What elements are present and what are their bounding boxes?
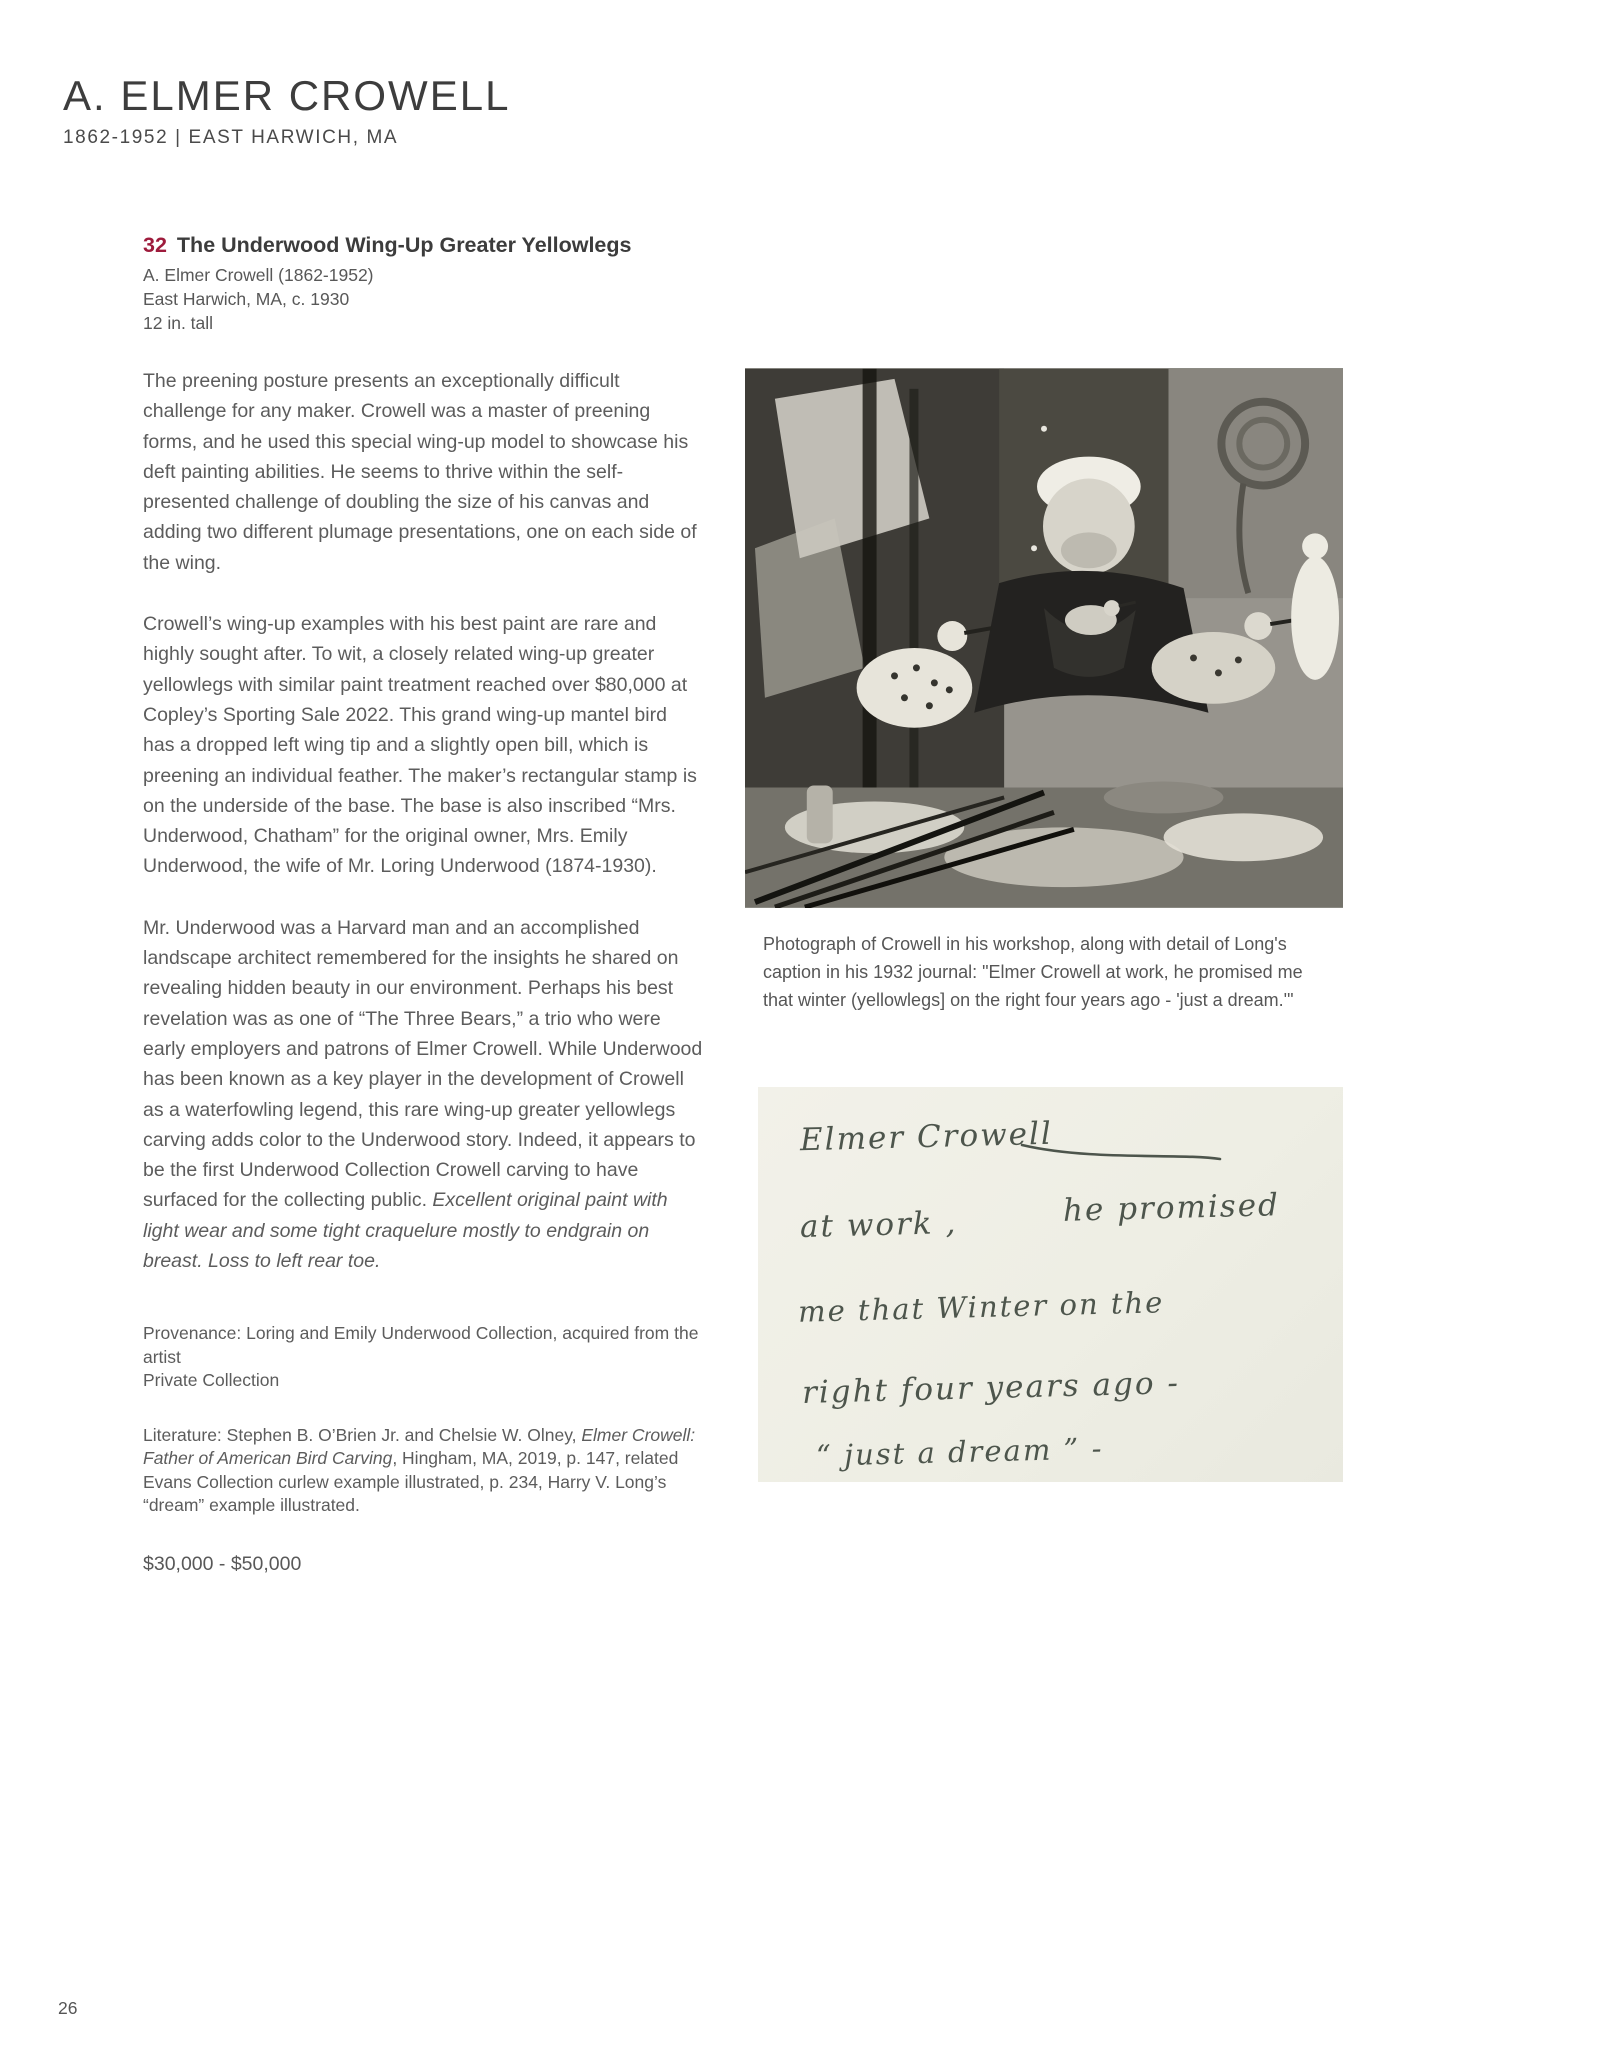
lot-number: 32 <box>143 233 167 257</box>
lot-heading <box>143 233 631 258</box>
lot-description <box>143 366 703 1610</box>
page-number: 26 <box>58 1998 78 2018</box>
paragraph-3-text: Mr. Underwood was a Harvard man and an accomplished landscape architect remembered for the insights he shared on revealing hidden beauty in our environment. Perhaps his best revelation was as one of “The Three Bears,” a trio who were early employers and patrons of Elmer Crowell. While Underwood has been known as a key player in the development of Crowell as a waterfowling legend, this rare wing-up greater yellowlegs carving adds color to the Underwood story. Indeed, it appears to be the first Underwood Collection Crowell carving to have surfaced for the collecting public. <box>143 916 703 1212</box>
handwriting-line-1: Elmer Crowell <box>799 1115 1054 1159</box>
lot-details <box>143 263 374 335</box>
photo-caption: Photograph of Crowell in his workshop, along with detail of Long's caption in his 1932 journal: "Elmer Crowell at work, he promised me that winter (yellowlegs] on the right four years ago - 'just a dream.'" <box>763 934 1303 1010</box>
artist-dates-location: 1862-1952 | EAST HARWICH, MA <box>63 127 399 149</box>
handwriting-line-5: “ just a dream ” - <box>815 1431 1104 1473</box>
provenance-line1: Provenance: Loring and Emily Underwood Collection, acquired from the artist <box>143 1323 699 1367</box>
paragraph-2: Crowell’s wing-up examples with his best paint are rare and highly sought after. To wit, a closely related wing-up greater yellowlegs with similar paint treatment reached over $80,000 at Copley’s Sporting Sale 2022. This grand wing-up mantel bird has a dropped left wing tip and a slightly open bill, which is preening an individual feather. The maker’s rectangular stamp is on the underside of the base. The base is also inscribed “Mrs. Underwood, Chatham” for the original owner, Mrs. Emily Underwood, the wife of Mr. Loring Underwood (1874-1930). <box>143 613 697 878</box>
literature-prefix: Literature: Stephen B. O’Brien Jr. and Chelsie W. Olney, <box>143 1424 582 1445</box>
lot-maker: A. Elmer Crowell (1862-1952) <box>143 265 374 285</box>
handwriting-line-2b: he promised <box>1062 1187 1281 1229</box>
lot-title: The Underwood Wing-Up Greater Yellowlegs <box>176 233 632 257</box>
literature-suffix: , Hingham, MA, 2019, p. 147, related Evans Collection curlew example illustrated, p. 234, Harry V. Long’s “dream” example illustrated. <box>143 1448 679 1516</box>
literature <box>143 1424 703 1518</box>
handwriting-line-3: me that Winter on the <box>797 1285 1165 1329</box>
handwriting-line-2a: at work , <box>799 1204 958 1246</box>
handwriting-line-4: right four years ago - <box>801 1365 1181 1411</box>
literature-title: Elmer Crowell: Father of American Bird Carving <box>143 1424 696 1469</box>
provenance-line2: Private Collection <box>143 1370 280 1391</box>
artist-name: A. ELMER CROWELL <box>63 72 511 119</box>
lot-origin: East Harwich, MA, c. 1930 <box>143 289 350 309</box>
workshop-photo <box>745 368 1343 908</box>
condition-note: Excellent original paint with light wear and some tight craquelure mostly to endgrain on breast. Loss to left rear toe. <box>143 1189 668 1273</box>
estimate: $30,000 - $50,000 <box>143 1552 302 1575</box>
provenance <box>143 1322 703 1393</box>
flourish-stroke <box>1020 1139 1230 1169</box>
workshop-photo-art <box>745 368 1343 908</box>
paragraph-1: The preening posture presents an exceptionally difficult challenge for any maker. Crowell was a master of preening forms, and he used this special wing-up model to showcase his deft painting abilities. He seems to thrive within the self-presented challenge of doubling the size of his canvas and adding two different plumage presentations, one on each side of the wing. <box>143 370 697 574</box>
journal-handwriting-image <box>758 1087 1343 1482</box>
paragraph-3 <box>143 913 703 1277</box>
lot-size: 12 in. tall <box>143 313 214 333</box>
artist-header <box>63 72 510 149</box>
